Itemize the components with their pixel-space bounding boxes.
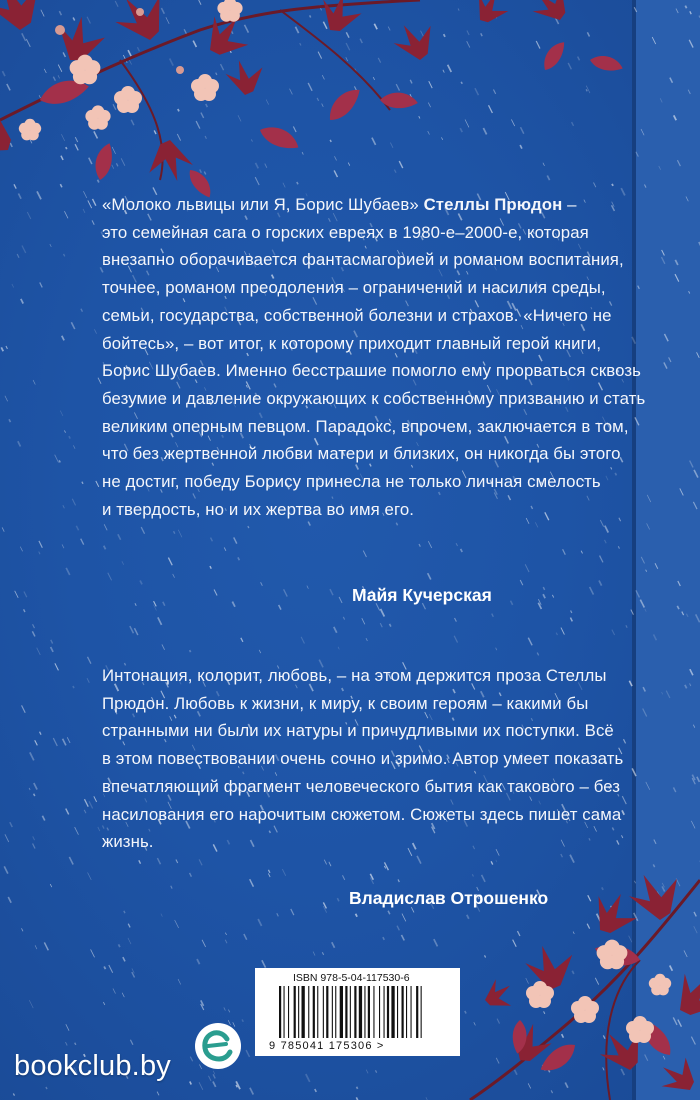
review-line: насилования его нарочитым сюжетом. Сюжеты здесь пишет сама — [102, 804, 622, 824]
review-line: Интонация, колорит, любовь, – на этом держится проза Стеллы — [102, 666, 607, 685]
review-line: странными ни были их натуры и причудливыми их поступки. Всё — [102, 721, 614, 741]
review-line: не достиг, победу Борису принесла не только личная смелость — [102, 472, 601, 492]
review-line: бойтесь», – вот итог, к которому приходит главный герой книги, — [102, 333, 602, 353]
review-line: Прюдон. Любовь к жизни, к миру, к своим героям – какими бы — [102, 693, 589, 713]
review-author-1: Майя Кучерская — [352, 585, 492, 605]
review-line: безумие и давление окружающих к собственному призванию и стать — [102, 388, 646, 408]
review-line: семьи, государства, собственной болезни и страхов. «Ничего не — [102, 305, 612, 325]
review-quote-1 — [102, 191, 645, 523]
isbn-number: ISBN 978-5-04-117530-6 — [293, 972, 410, 984]
review-line: это семейная сага о горских евреях в 1980-е–2000-е, которая — [102, 222, 589, 242]
author-name-bold: Стеллы Прюдон — [423, 195, 563, 214]
review-line: внезапно оборачивается фантасмагорией и романом воспитания, — [102, 250, 624, 270]
review-line: впечатляющий фрагмент человеческого бытия как такового – без — [102, 776, 621, 796]
eksmo-logo-icon — [194, 1022, 242, 1070]
review-line: в этом повествовании очень сочно и зримо. Автор умеет показать — [102, 749, 624, 769]
review-quote-2 — [102, 662, 623, 856]
review-line: Борис Шубаев. Именно бесстрашие помогло ему прорваться сквозь — [102, 361, 641, 381]
watermark-text: bookclub.by — [14, 1050, 171, 1082]
review-line: жизнь. — [102, 832, 154, 852]
review-line: и твердость, но и их жертва во имя его. — [102, 499, 415, 519]
review-line: что без жертвенной любви матери и близких, он никогда бы этого — [102, 444, 621, 464]
review-author-2: Владислав Отрошенко — [349, 888, 549, 908]
review-line: точнее, романом преодоления – ограничений и насилия среды, — [102, 278, 606, 298]
review-line: великим оперным певцом. Парадокс, впрочем, заключается в том, — [102, 416, 629, 436]
top-left-branch — [0, 0, 625, 201]
isbn-barcode — [255, 968, 460, 1056]
barcode-digits: 9 785041 175306 > — [269, 1040, 385, 1052]
review-line: «Молоко львицы или Я, Борис Шубаев» Стеллы Прюдон – — [102, 195, 577, 214]
